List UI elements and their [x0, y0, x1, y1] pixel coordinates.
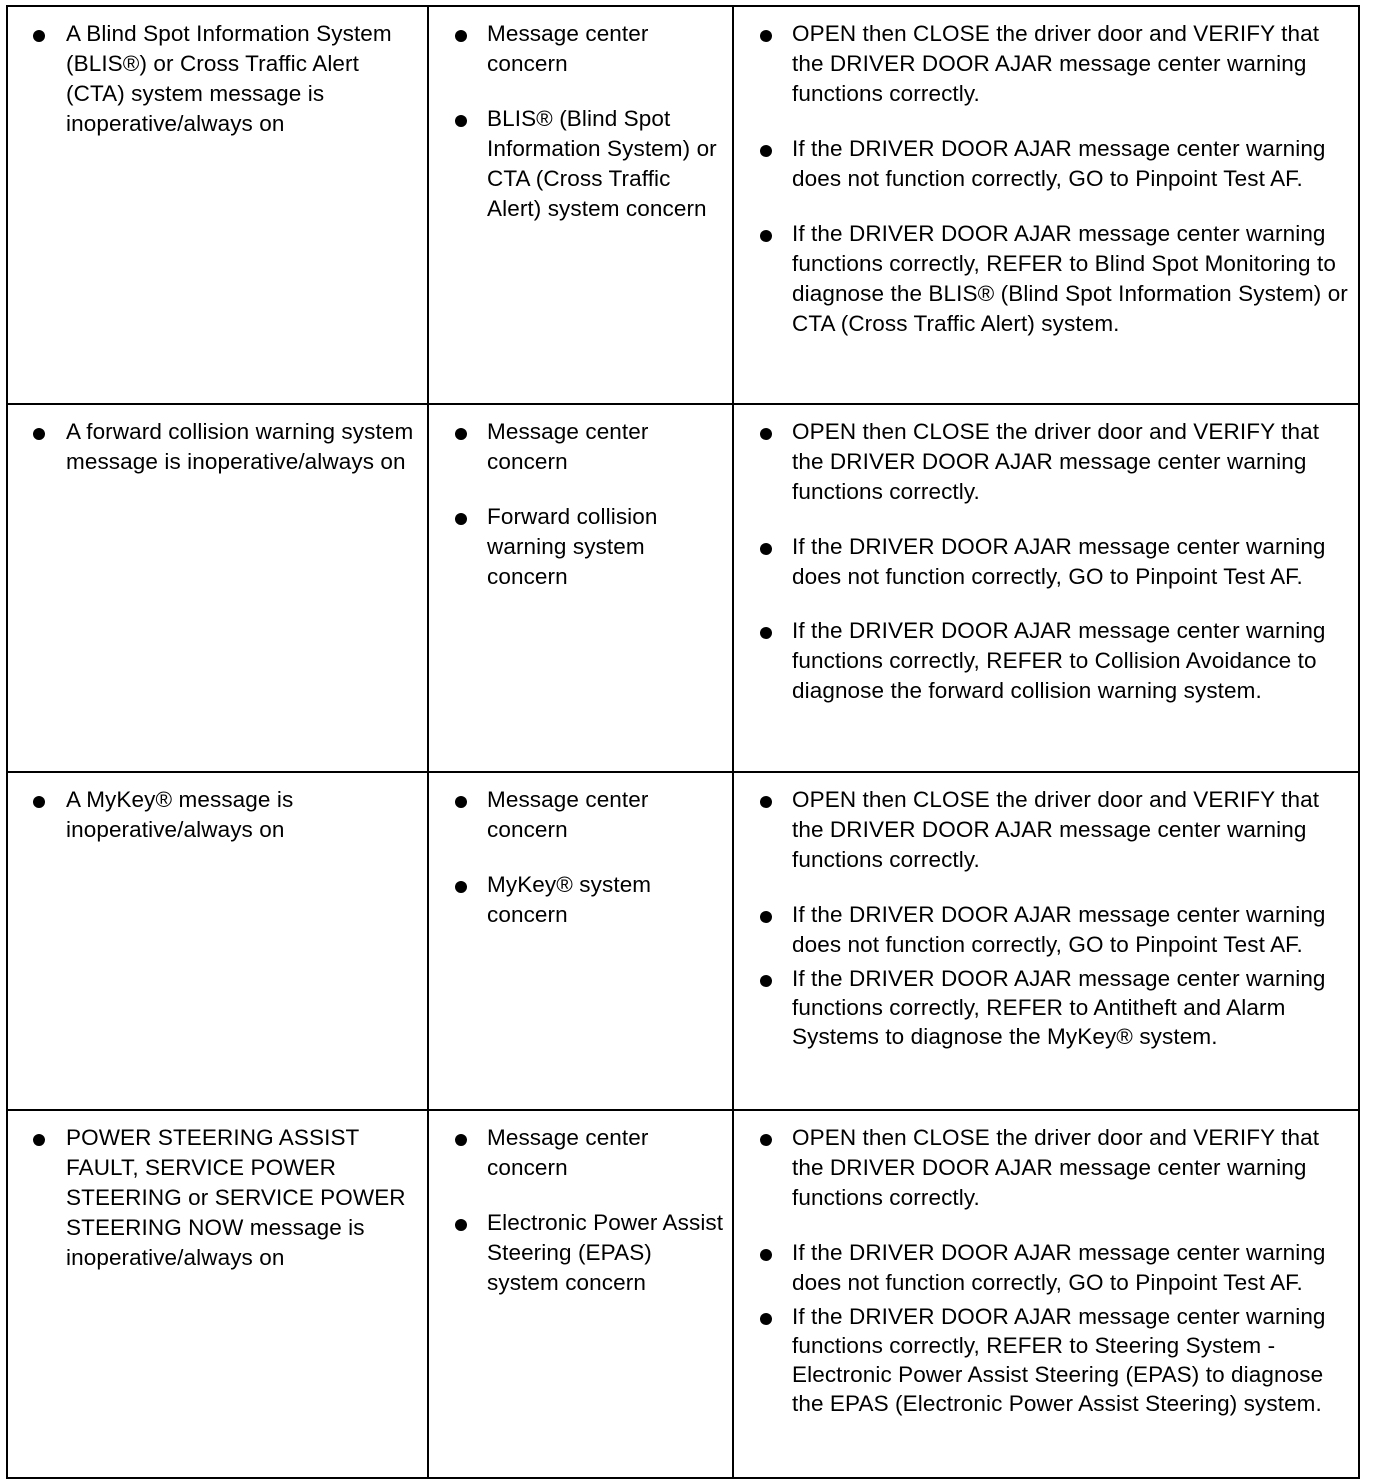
symptom-item: [66, 1123, 421, 1273]
action-item: [792, 616, 1356, 706]
symptom-cell: [7, 404, 428, 772]
bullet-icon: [760, 30, 772, 42]
bullet-icon: [455, 428, 467, 440]
symptom-text: A MyKey® message is inoperative/always on: [66, 787, 294, 842]
cause-text: BLIS® (Blind Spot Information System) or CTA (Cross Traffic Alert) system concern: [487, 106, 717, 221]
symptom-item: [66, 417, 421, 477]
table-row: [7, 404, 1359, 772]
cause-text: Electronic Power Assist Steering (EPAS) system concern: [487, 1210, 724, 1295]
bullet-icon: [760, 1249, 772, 1261]
action-text: OPEN then CLOSE the driver door and VERIFY that the DRIVER DOOR AJAR message center warning functions correctly.: [792, 787, 1320, 872]
action-text: If the DRIVER DOOR AJAR message center warning functions correctly, REFER to Blind Spot Monitoring to diagnose the BLIS® (Blind Spot Information System) or CTA (Cross Traffic Alert) system.: [792, 221, 1348, 336]
action-text: If the DRIVER DOOR AJAR message center warning functions correctly, REFER to Collision Avoidance to diagnose the forward collision warning system.: [792, 618, 1326, 703]
symptom-item: [66, 785, 421, 845]
action-cell: [733, 6, 1359, 404]
cause-item: [487, 785, 728, 845]
cause-item: [487, 104, 728, 224]
diagnosis-table: [6, 5, 1360, 1479]
action-item: [792, 900, 1356, 960]
action-cell: [733, 1110, 1359, 1478]
bullet-icon: [760, 230, 772, 242]
action-text: If the DRIVER DOOR AJAR message center warning does not function correctly, GO to Pinpoint Test AF.: [792, 902, 1326, 957]
symptom-text: POWER STEERING ASSIST FAULT, SERVICE POWER STEERING or SERVICE POWER STEERING NOW message is inoperative/always on: [66, 1125, 406, 1270]
symptom-cell: [7, 6, 428, 404]
symptom-cell: [7, 1110, 428, 1478]
action-item: [792, 964, 1356, 1051]
cause-item: [487, 502, 728, 592]
action-text: If the DRIVER DOOR AJAR message center warning does not function correctly, GO to Pinpoint Test AF.: [792, 136, 1326, 191]
cause-item: [487, 870, 728, 930]
bullet-icon: [33, 796, 45, 808]
cause-item: [487, 1123, 728, 1183]
action-item: [792, 219, 1356, 339]
table-row: [7, 772, 1359, 1110]
bullet-icon: [455, 115, 467, 127]
bullet-icon: [33, 1134, 45, 1146]
action-text: OPEN then CLOSE the driver door and VERIFY that the DRIVER DOOR AJAR message center warning functions correctly.: [792, 419, 1320, 504]
action-item: [792, 1123, 1356, 1213]
bullet-icon: [760, 975, 772, 987]
action-text: OPEN then CLOSE the driver door and VERIFY that the DRIVER DOOR AJAR message center warning functions correctly.: [792, 1125, 1320, 1210]
action-text: If the DRIVER DOOR AJAR message center warning does not function correctly, GO to Pinpoint Test AF.: [792, 1240, 1326, 1295]
action-cell: [733, 404, 1359, 772]
bullet-icon: [455, 881, 467, 893]
cause-cell: [428, 404, 733, 772]
bullet-icon: [760, 1134, 772, 1146]
cause-text: Message center concern: [487, 1125, 649, 1180]
bullet-icon: [455, 30, 467, 42]
action-text: OPEN then CLOSE the driver door and VERIFY that the DRIVER DOOR AJAR message center warning functions correctly.: [792, 21, 1320, 106]
bullet-icon: [455, 796, 467, 808]
symptom-text: A forward collision warning system message is inoperative/always on: [66, 419, 414, 474]
bullet-icon: [760, 145, 772, 157]
action-cell: [733, 772, 1359, 1110]
bullet-icon: [455, 513, 467, 525]
bullet-icon: [760, 796, 772, 808]
action-item: [792, 19, 1356, 109]
bullet-icon: [455, 1219, 467, 1231]
cause-item: [487, 1208, 728, 1298]
bullet-icon: [760, 1313, 772, 1325]
cause-cell: [428, 1110, 733, 1478]
cause-text: Message center concern: [487, 21, 649, 76]
cause-item: [487, 19, 728, 79]
cause-text: MyKey® system concern: [487, 872, 652, 927]
bullet-icon: [760, 627, 772, 639]
bullet-icon: [33, 30, 45, 42]
action-text: If the DRIVER DOOR AJAR message center warning functions correctly, REFER to Steering System - Electronic Power Assist Steering (EPAS) to diagnose the EPAS (Electronic Power Assist Steering) system.: [792, 1304, 1326, 1416]
cause-text: Message center concern: [487, 419, 649, 474]
cause-item: [487, 417, 728, 477]
bullet-icon: [33, 428, 45, 440]
action-item: [792, 417, 1356, 507]
action-item: [792, 134, 1356, 194]
bullet-icon: [760, 543, 772, 555]
table-row: [7, 1110, 1359, 1478]
action-item: [792, 532, 1356, 592]
action-text: If the DRIVER DOOR AJAR message center warning functions correctly, REFER to Antitheft and Alarm Systems to diagnose the MyKey® system.: [792, 966, 1326, 1049]
cause-cell: [428, 772, 733, 1110]
symptom-item: [66, 19, 421, 139]
bullet-icon: [760, 911, 772, 923]
table-row: [7, 6, 1359, 404]
cause-text: Forward collision warning system concern: [487, 504, 658, 589]
cause-cell: [428, 6, 733, 404]
cause-text: Message center concern: [487, 787, 649, 842]
bullet-icon: [455, 1134, 467, 1146]
action-item: [792, 785, 1356, 875]
action-item: [792, 1302, 1356, 1418]
action-item: [792, 1238, 1356, 1298]
symptom-text: A Blind Spot Information System (BLIS®) or Cross Traffic Alert (CTA) system message is inoperative/always on: [66, 21, 392, 136]
symptom-cell: [7, 772, 428, 1110]
bullet-icon: [760, 428, 772, 440]
action-text: If the DRIVER DOOR AJAR message center warning does not function correctly, GO to Pinpoint Test AF.: [792, 534, 1326, 589]
